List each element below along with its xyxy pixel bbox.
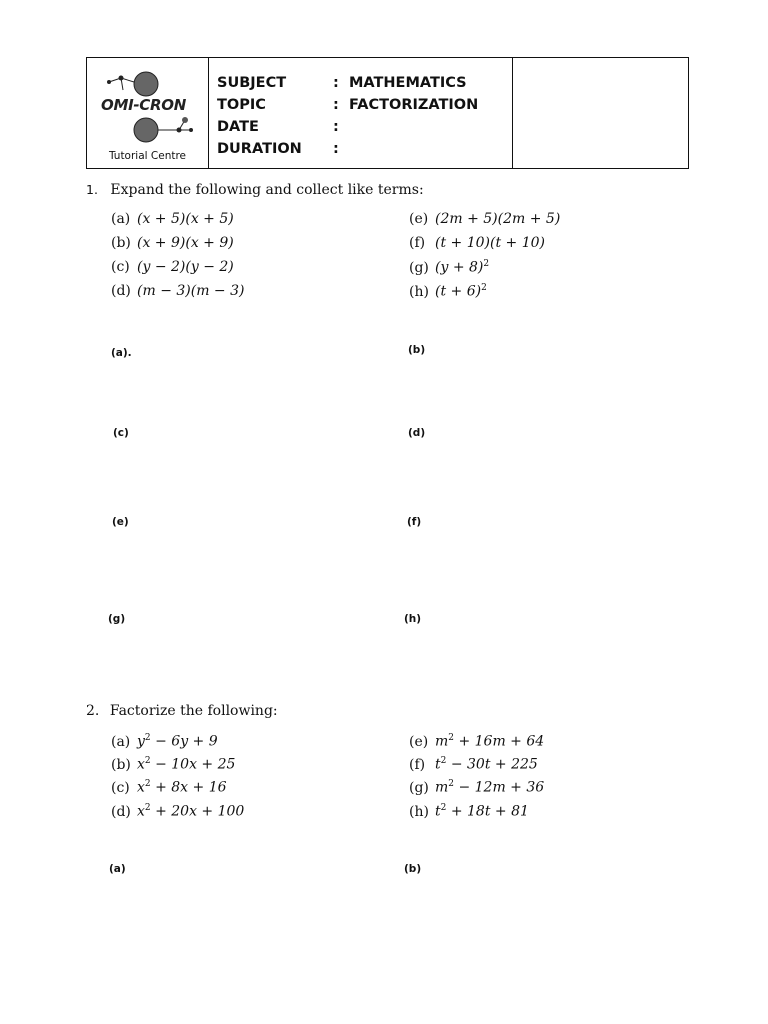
date-colon: : [333,119,339,135]
duration-colon: : [333,141,339,157]
q2-item-e: (e) $m^2 + 16m + 64$ [409,733,545,750]
q1-answer-label-d: (d) [408,427,426,439]
q2-item-c: (c) $x^2 + 8x + 16$ [111,779,227,796]
q2-item-h: (h) $t^2 + 18t + 81$ [409,803,529,820]
topic-colon: : [333,97,339,113]
q2-item-a: (a) $y^2 - 6y + 9$ [111,733,218,750]
question-2-title [86,703,278,719]
question-2-text: Factorize the following: [109,703,278,719]
q2-item-b: (b) $x^2 - 10x + 25$ [111,756,236,773]
question-1-number: 1. [86,182,98,197]
q1-item-c: (c) (y − 2)(y − 2) [111,259,234,275]
question-2-number: 2. [86,703,100,719]
q1-answer-label-f: (f) [407,516,422,528]
logo-brand: OMI-CRON [101,96,186,114]
blank-cell [513,58,688,168]
q1-answer-label-a: (a). [111,347,132,359]
header-table [86,57,689,169]
question-1-text: Expand the following and collect like terms: [110,182,424,198]
q1-answer-label-c: (c) [113,427,129,439]
question-1-title [86,182,424,198]
q1-item-f: (f) (t + 10)(t + 10) [409,235,545,251]
logo-subtitle: Tutorial Centre [108,150,187,162]
q2-item-d: (d) $x^2 + 20x + 100$ [111,803,245,820]
q2-answer-label-b: (b) [404,863,422,875]
q2-item-f: (f) $t^2 - 30t + 225$ [409,756,538,773]
q1-answer-label-b: (b) [408,344,426,356]
info-cell [209,58,513,168]
q2-item-g: (g) $m^2 - 12m + 36$ [409,779,545,796]
q1-answer-label-g: (g) [108,613,126,625]
date-label: DATE [217,119,259,135]
subject-value: MATHEMATICS [349,75,467,91]
q1-item-a: (a) (x + 5)(x + 5) [111,211,234,227]
subject-label: SUBJECT [217,75,287,91]
q1-item-d: (d) (m − 3)(m − 3) [111,283,245,299]
q1-item-b: (b) (x + 9)(x + 9) [111,235,234,251]
q1-answer-label-h: (h) [404,613,422,625]
logo-cell [87,58,209,168]
q1-item-g: (g) $(y + 8)^2$ [409,259,490,276]
q1-answer-label-e: (e) [112,516,129,528]
q1-item-e: (e) (2m + 5)(2m + 5) [409,211,561,227]
duration-label: DURATION [217,141,302,157]
topic-label: TOPIC [217,97,266,113]
q1-item-h: (h) $(t + 6)^2$ [409,283,487,300]
topic-value: FACTORIZATION [349,97,479,113]
q2-answer-label-a: (a) [109,863,126,875]
subject-colon: : [333,75,339,91]
